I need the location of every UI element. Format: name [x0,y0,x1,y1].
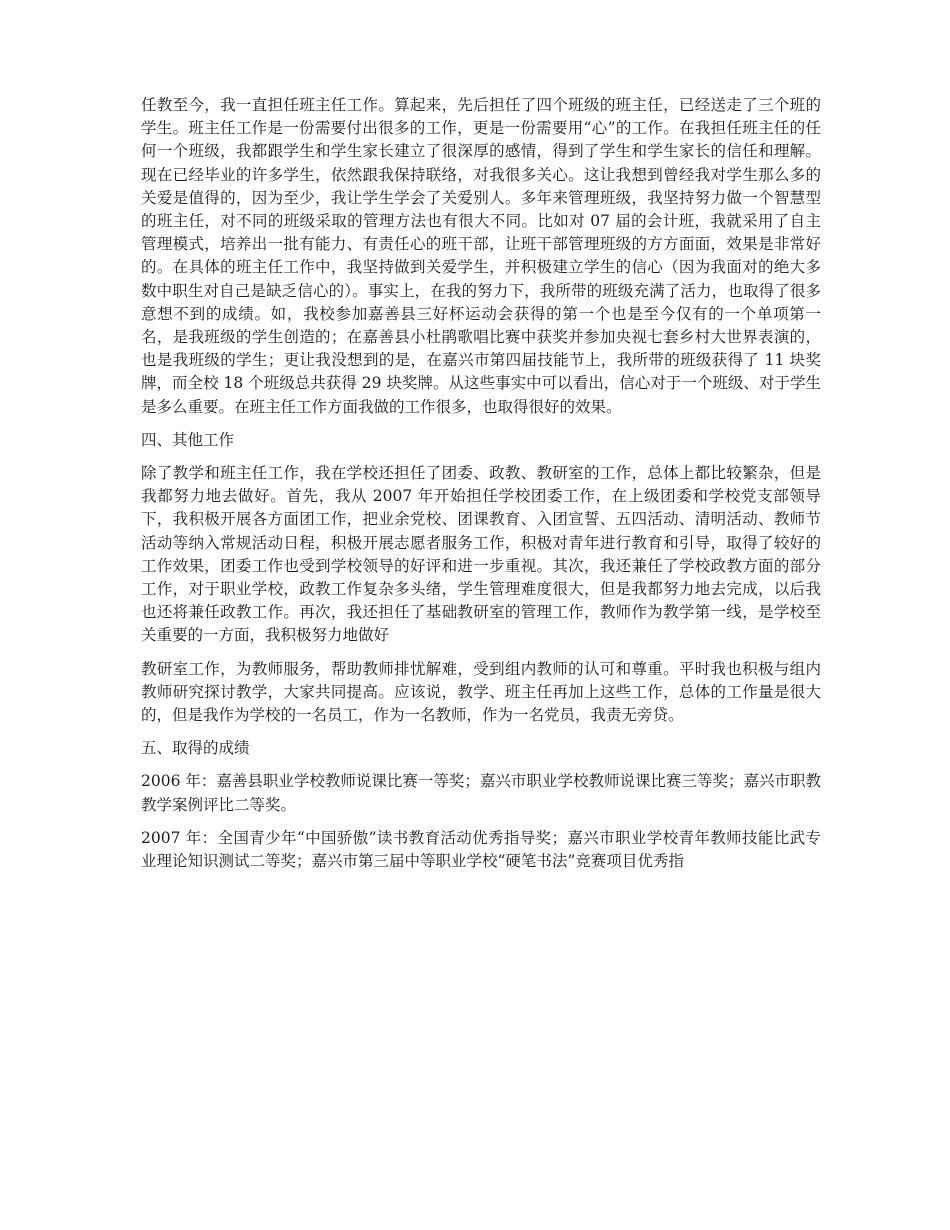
paragraph-other-work: 除了教学和班主任工作，我在学校还担任了团委、政教、教研室的工作，总体上都比较繁杂，但是我都努力地去做好。首先，我从 2007 年开始担任学校团委工作，在上级团委和学校党支部领导下，我积极开展各方面团工作，把业余党校、团课教育、入团宣誓、五四活动、清明活动、教师节活动等纳入常规活动日程，积极开展志愿者服务工作，积极对青年进行教育和引导，取得了较好的工作效果，团委工作也受到学校领导的好评和进一步重视。其次，我还兼任了学校政教方面的部分工作，对于职业学校，政教工作复杂多头绪，学生管理难度很大，但是我都努力地去完成，以后我也还将兼任政教工作。再次，我还担任了基础教研室的管理工作，教师作为教学第一线，是学校至关重要的一方面，我积极努力地做好 [141,464,821,645]
section-heading-other-work: 四、其他工作 [141,430,235,449]
paragraph-achievements-2007: 2007 年：全国青少年“中国骄傲”读书教育活动优秀指导奖；嘉兴市职业学校青年教师技能比武专业理论知识测试二等奖；嘉兴市第三届中等职业学校“硬笔书法”竞赛项目优秀指 [141,828,821,871]
section-heading-achievements: 五、取得的成绩 [141,739,250,758]
document-page [141,94,821,873]
paragraph-class-teacher-work: 任教至今，我一直担任班主任工作。算起来，先后担任了四个班级的班主任，已经送走了三个班的学生。班主任工作是一份需要付出很多的工作，更是一份需要用“心”的工作。在我担任班主任的任何一个班级，我都跟学生和学生家长建立了很深厚的感情，得到了学生和学生家长的信任和理解。现在已经毕业的许多学生，依然跟我保持联络，对我很多关心。这让我想到曾经我对学生那么多的关爱是值得的，因为至少，我让学生学会了关爱别人。多年来管理班级，我坚持努力做一个智慧型的班主任，对不同的班级采取的管理方法也有很大不同。比如对 07 届的会计班，我就采用了自主管理模式，培养出一批有能力、有责任心的班干部，让班干部管理班级的方方面面，效果是非常好的。在具体的班主任工作中，我坚持做到关爱学生，并积极建立学生的信心（因为我面对的绝大多数中职生对自己是缺乏信心的）。事实上，在我的努力下，我所带的班级充满了活力，也取得了很多意想不到的成绩。如，我校参加嘉善县三好杯运动会获得的第一个也是至今仅有的一个单项第一名，是我班级的学生创造的；在嘉善县小杜鹃歌唱比赛中获奖并参加央视七套乡村大世界表演的，也是我班级的学生；更让我没想到的是，在嘉兴市第四届技能节上，我所带的班级获得了 11 块奖牌，而全校 18 个班级总共获得 29 块奖牌。从这些事实中可以看出，信心对于一个班级、对于学生是多么重要。在班主任工作方面我做的工作很多，也取得很好的效果。 [141,96,821,416]
paragraph-teaching-office: 教研室工作，为教师服务，帮助教师排忧解难，受到组内教师的认可和尊重。平时我也积极与组内教师研究探讨教学，大家共同提高。应该说，教学、班主任再加上这些工作，总体的工作量是很大的，但是我作为学校的一名员工，作为一名教师，作为一名党员，我责无旁贷。 [141,659,821,725]
paragraph-achievements-2006: 2006 年：嘉善县职业学校教师说课比赛一等奖；嘉兴市职业学校教师说课比赛三等奖；嘉兴市职教教学案例评比二等奖。 [141,772,821,814]
